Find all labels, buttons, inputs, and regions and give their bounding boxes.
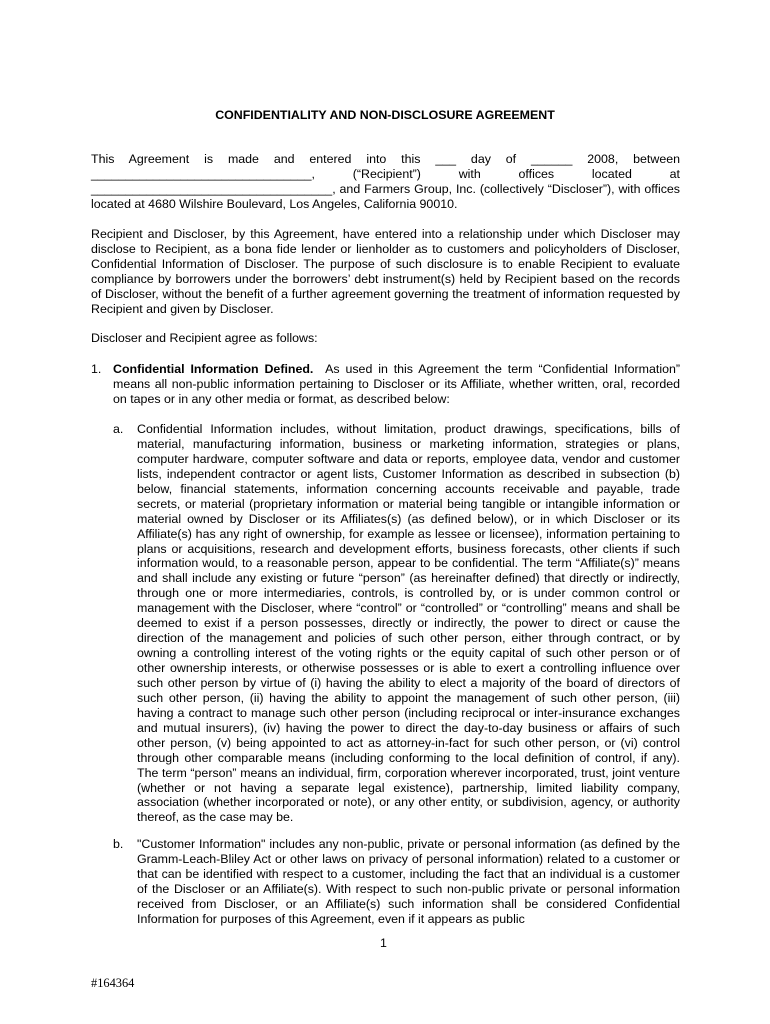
subsection-b-label: b. — [113, 837, 124, 851]
subsection-b-text: "Customer Information" includes any non-public, private or personal information (as defined by the Gramm-Leach-Bliley Act or other laws on privacy of personal information) related to a customer or that can be identified with respect to a customer, including the fact that an individual is a customer of the Discloser or an Affiliate(s). With respect to such non-public private or personal information received from Discloser, or an Affiliate(s) such information shall be considered Confidential Information for purposes of this Agreement, even if it appears as public — [137, 837, 680, 926]
document-id: #164364 — [91, 976, 135, 990]
recital-paragraph: Recipient and Discloser, by this Agreement, have entered into a relationship under which Discloser may disclose to Recipient, as a bona fide lender or lienholder as to customers and policyholders of Discloser, Confidential Information of Discloser. The purpose of such disclosure is to enable Recipient to evaluate compliance by borrowers under the borrowers’ debt instrument(s) held by Recipient based on the records of Discloser, without the benefit of a further agreement governing the treatment of information requested by Recipient and given by Discloser. — [91, 227, 680, 316]
section-1-paragraph — [113, 362, 680, 407]
subsection-a-text: Confidential Information includes, without limitation, product drawings, specifications, bills of material, manufacturing information, business or marketing information, strategies or plans, computer hardware, computer software and data or reports, employee data, vendor and customer lists, independent contractor or agent lists, Customer Information as described in subsection (b) below, financial statements, information concerning accounts receivable and payable, trade secrets, or material (proprietary information or material being tangible or intangible information or material owned by Discloser or its Affiliates(s) (as defined below), or in which Discloser or its Affiliate(s) has any right of ownership, for example as lessee or licensee), information pertaining to plans or acquisitions, research and development efforts, business forecasts, other clients if such information would, to a reasonable person, appear to be confidential. The term “Affiliate(s)” means and shall include any existing or future “person” (as hereinafter defined) that directly or indirectly, through one or more intermediaries, controls, is controlled by, or is under common control or management with the Discloser, where “control” or “controlled” or “controlling” means and shall be deemed to exist if a person possesses, directly or indirectly, the power to direct or cause the direction of the management and policies of such other person, either through contract, or by owning a controlling interest of the voting rights or the equity capital of such other person or of other ownership interests, or otherwise possesses or is able to exert a controlling influence over such other person by virtue of (i) having the ability to elect a majority of the board of directors of such other person, (ii) having the ability to appoint the management of such other person, (iii) having a contract to manage such other person (including reciprocal or inter-insurance exchanges and mutual insurers), (iv) having the power to direct the day-to-day business or affairs of such other person, (v) being appointed to act as attorney-in-fact for such other person, or (vi) control through other comparable means (including conforming to the local definition of control, if any). The term “person” means an individual, firm, corporation wherever incorporated, trust, joint venture (whether or not having a separate legal existence), partnership, limited liability company, association (whether incorporated or note), or any other entity, or subdivision, agency, or authority thereof, as the case may be. — [137, 422, 680, 825]
section-1-text: As used in this Agreement the term “Confidential Information” means all non-public information pertaining to Discloser or its Affiliate, whether written, oral, recorded on tapes or in any other media or format, as described below: — [113, 362, 680, 406]
page-title: CONFIDENTIALITY AND NON-DISCLOSURE AGREEMENT — [215, 108, 555, 122]
subsection-a-label: a. — [113, 422, 124, 436]
page-number: 1 — [380, 936, 387, 950]
section-1-number: 1. — [91, 362, 102, 376]
intro-paragraph: This Agreement is made and entered into this ___ day of ______ 2008, between ________________________________, (“Recipient”) with offices located at ___________________________________, and Farmers Group, Inc. (collectively “Discloser”), with offices located at 4680 Wilshire Boulevard, Los Angeles, California 90010. — [91, 152, 680, 211]
section-1-heading: Confidential Information Defined. — [113, 362, 314, 376]
agreement-statement: Discloser and Recipient agree as follows: — [91, 331, 318, 345]
